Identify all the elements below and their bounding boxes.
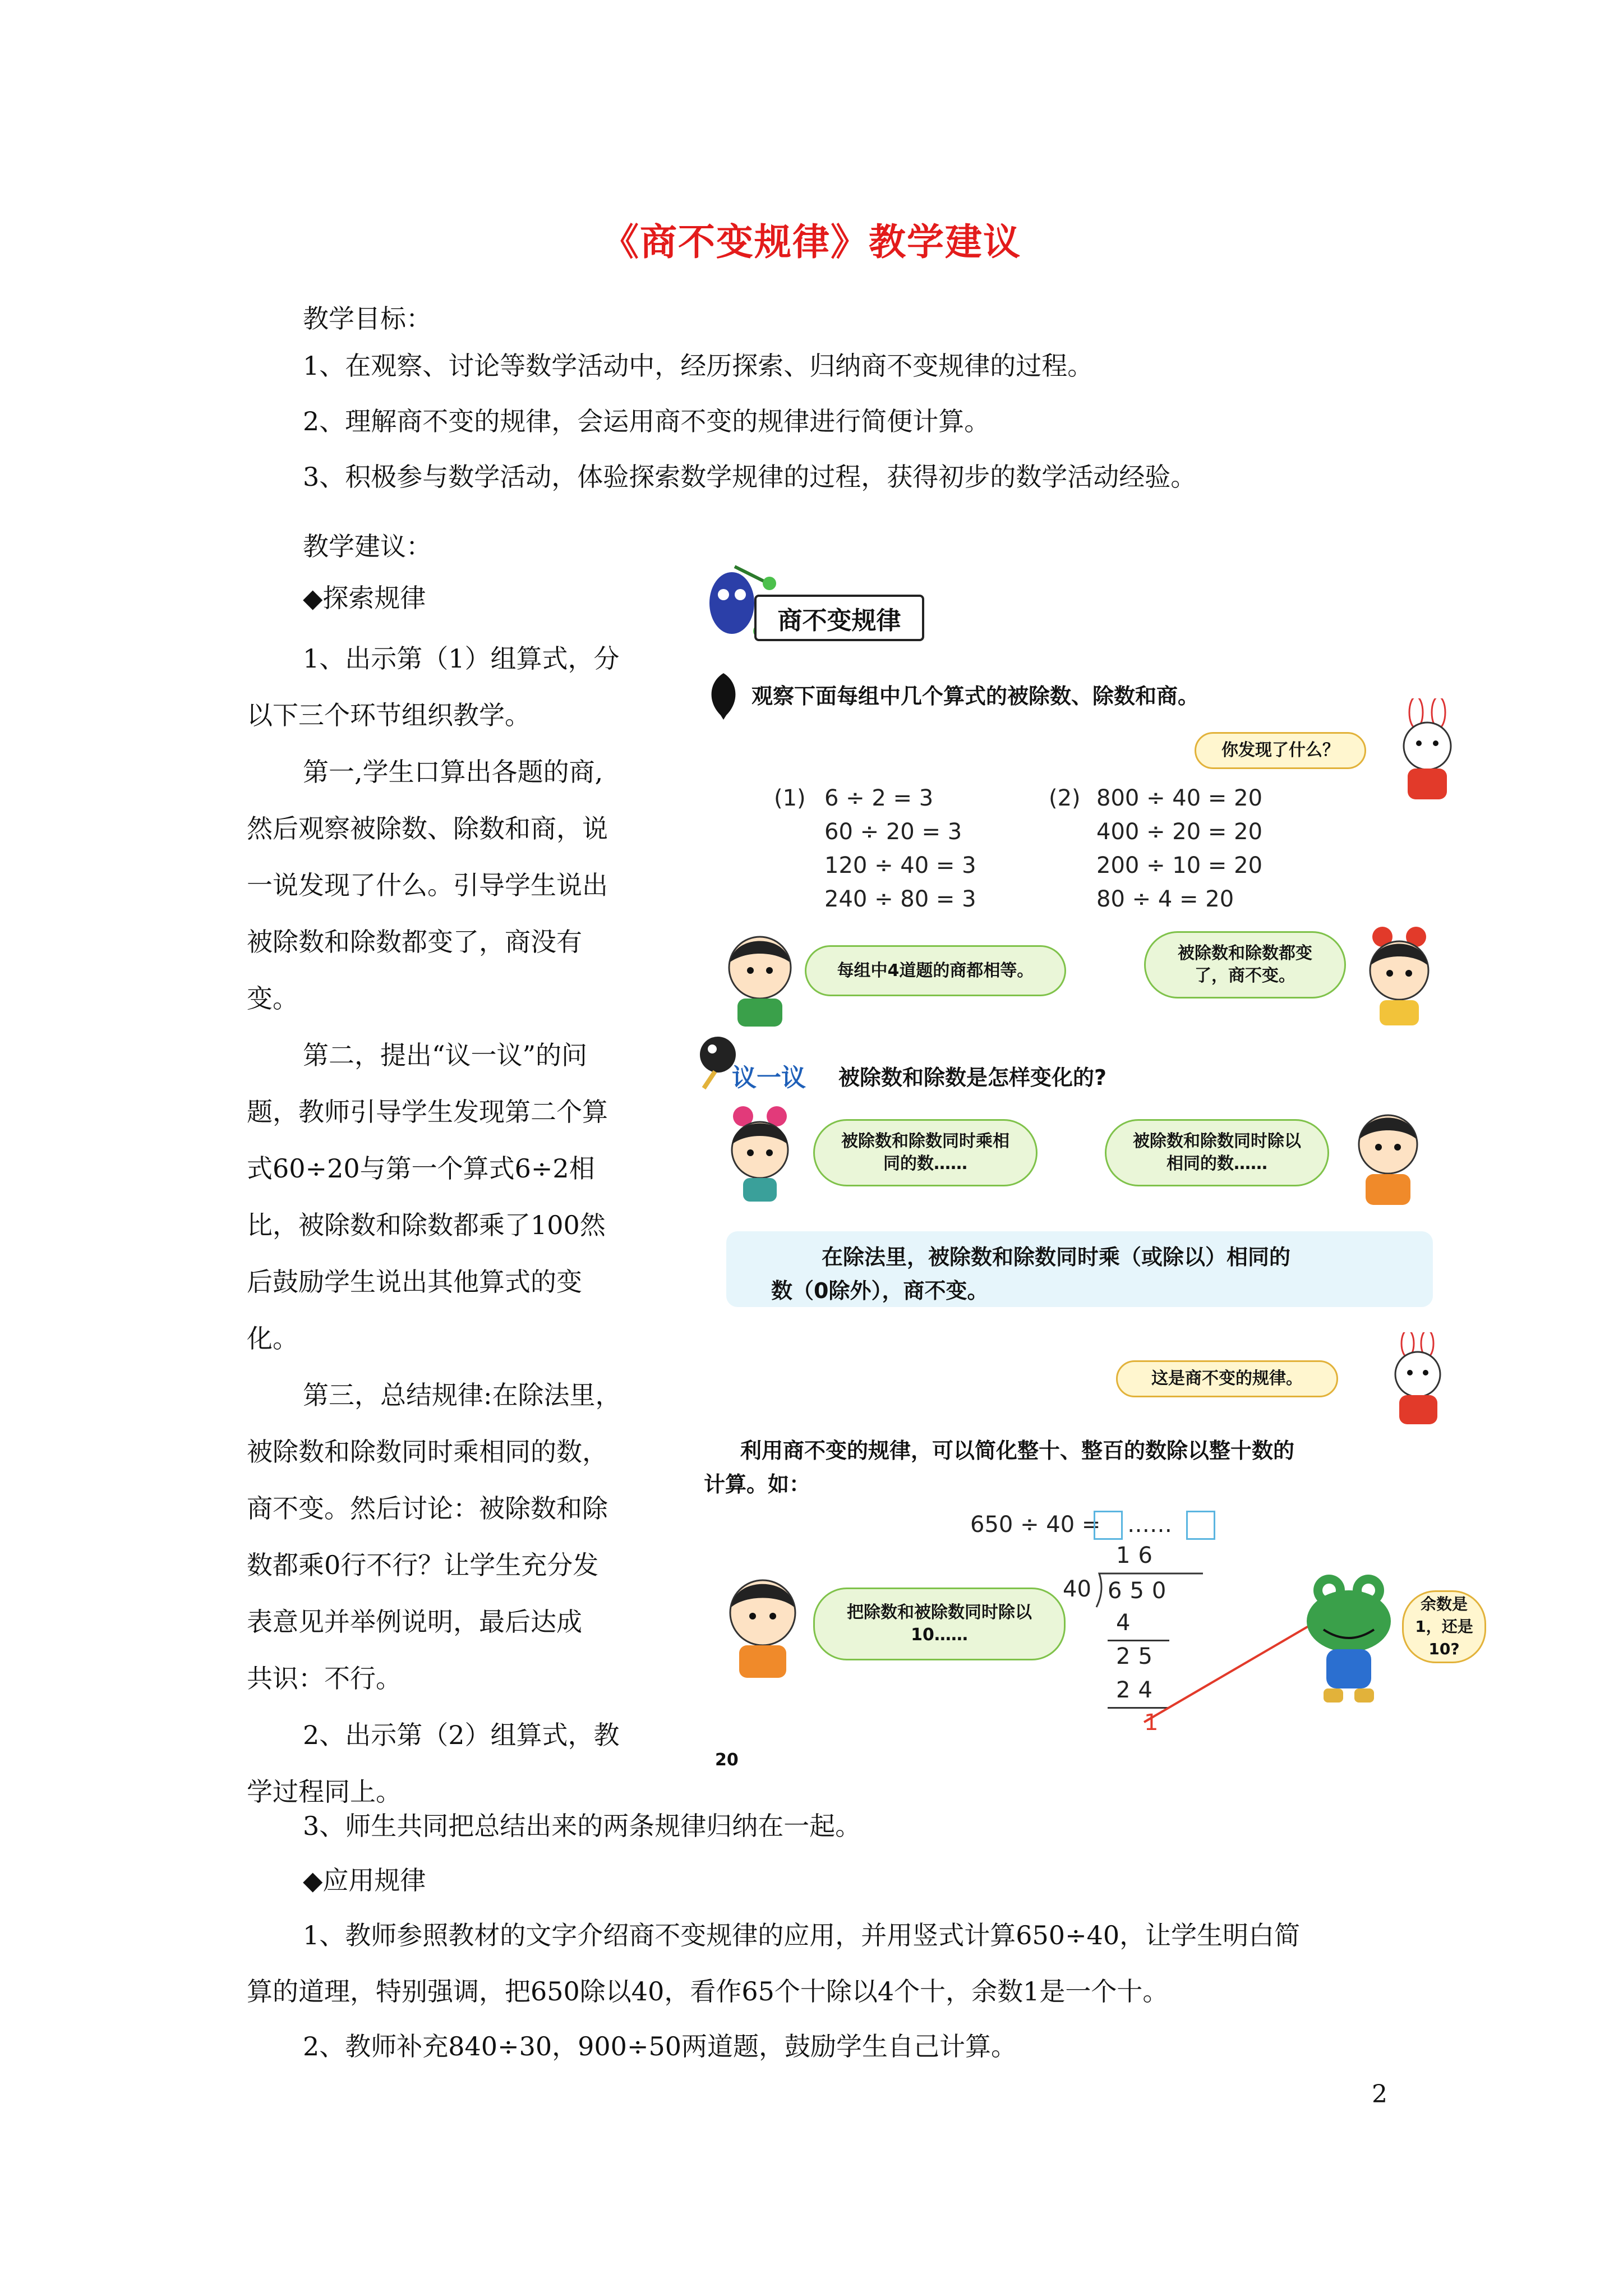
bubble-changed: 被除数和除数都变了，商不变。 xyxy=(1144,931,1346,999)
rule-line-2: 数（0除外），商不变。 xyxy=(771,1278,989,1303)
leaf-icon xyxy=(704,670,743,721)
bubble-divide: 被除数和除数同时除以相同的数…… xyxy=(1105,1119,1329,1186)
goals-heading: 教学目标： xyxy=(303,303,432,334)
long-div-step: 25 xyxy=(1116,1644,1160,1669)
advice-line: 学过程同上。 xyxy=(247,1777,402,1807)
goal-item-1: 1、在观察、讨论等数学活动中，经历探索、归纳商不变规律的过程。 xyxy=(303,351,1094,381)
advice-line: 题，教师引导学生发现第二个算 xyxy=(247,1097,608,1127)
advice-line: 1、出示第（1）组算式，分 xyxy=(303,643,620,674)
page-number: 2 xyxy=(1372,2080,1387,2109)
remainder-box xyxy=(1186,1511,1215,1540)
rabbit-teacher-icon xyxy=(1385,698,1469,805)
use-line-2: 计算。如： xyxy=(704,1472,811,1497)
advice-column xyxy=(247,631,651,1820)
bubble-remainder: 余数是1，还是10? xyxy=(1402,1590,1486,1663)
long-div-quotient: 16 xyxy=(1116,1543,1160,1568)
group2-eq: 400 ÷ 20 = 20 xyxy=(1096,819,1263,845)
girl-icon xyxy=(718,1102,802,1203)
advice-line: 数都乘0行不行？让学生充分发 xyxy=(247,1550,599,1580)
apply-line-1b: 算的道理，特别强调，把650除以40，看作65个十除以4个十，余数1是一个十。 xyxy=(247,1976,1169,2007)
bubble-multiply: 被除数和除数同时乘相同的数…… xyxy=(813,1119,1038,1186)
advice-line: 表意见并举例说明，最后达成 xyxy=(247,1607,582,1637)
group1-label: (1) xyxy=(774,785,806,811)
group1-eq: 120 ÷ 40 = 3 xyxy=(824,853,976,878)
advice-line: 以下三个环节组织教学。 xyxy=(247,700,531,730)
observe-instruction: 观察下面每组中几个算式的被除数、除数和商。 xyxy=(751,684,1200,708)
boy-icon xyxy=(718,1568,808,1680)
bubble-div10: 把除数和被除数同时除以10…… xyxy=(813,1588,1066,1660)
apply-line-1a: 1、教师参照教材的文字介绍商不变规律的应用，并用竖式计算650÷40，让学生明白简 xyxy=(303,1920,1301,1950)
advice-line: 第一,学生口算出各题的商, xyxy=(303,757,603,787)
rule-line-1: 在除法里，被除数和除数同时乘（或除以）相同的 xyxy=(822,1245,1291,1269)
advice-line: 后鼓励学生说出其他算式的变 xyxy=(247,1267,582,1297)
group1-eq: 6 ÷ 2 = 3 xyxy=(824,785,934,811)
long-div-divisor: 40 xyxy=(1063,1576,1091,1602)
advice-line: 化。 xyxy=(247,1323,298,1354)
advice-line: 被除数和除数同时乘相同的数， xyxy=(247,1437,608,1467)
group1-eq: 240 ÷ 80 = 3 xyxy=(824,886,976,912)
advice-line: 2、出示第（2）组算式，教 xyxy=(303,1720,620,1750)
advice-line: 第二，提出“议一议”的问 xyxy=(303,1040,588,1070)
discuss-question: 被除数和除数是怎样变化的? xyxy=(838,1065,1107,1090)
page-title: 《商不变规律》教学建议 xyxy=(602,220,1021,264)
goal-item-2: 2、理解商不变的规律，会运用商不变的规律进行简便计算。 xyxy=(303,406,990,436)
long-div-step: 24 xyxy=(1116,1677,1160,1703)
group2-eq: 80 ÷ 4 = 20 xyxy=(1096,886,1234,912)
group2-eq: 200 ÷ 10 = 20 xyxy=(1096,853,1263,878)
long-div-remainder: 1 xyxy=(1144,1710,1159,1736)
advice-line: 商不变。然后讨论：被除数和除 xyxy=(247,1493,608,1524)
section-explore: ◆探索规律 xyxy=(303,583,426,613)
advice-line: 比，被除数和除数都乘了100然 xyxy=(247,1210,606,1240)
section-apply: ◆应用规律 xyxy=(303,1865,426,1895)
bubble-found: 你发现了什么？ xyxy=(1195,732,1366,769)
division-expression: 650 ÷ 40 = xyxy=(970,1512,1101,1538)
boy-icon xyxy=(718,928,802,1029)
advice-line: 一说发现了什么。引导学生说出 xyxy=(247,870,608,900)
advice-heading: 教学建议： xyxy=(303,531,432,562)
summary-line: 3、师生共同把总结出来的两条规律归纳在一起。 xyxy=(303,1811,861,1841)
bubble-equal: 每组中4道题的商都相等。 xyxy=(805,945,1066,996)
long-div-step: 4 xyxy=(1116,1610,1131,1636)
frog-teacher-icon xyxy=(1295,1568,1402,1708)
textbook-figure xyxy=(701,564,1492,1773)
advice-line: 式60÷20与第一个算式6÷2相 xyxy=(247,1153,595,1184)
goal-item-3: 3、积极参与数学活动，体验探索数学规律的过程，获得初步的数学活动经验。 xyxy=(303,462,1197,492)
girl-icon xyxy=(1357,923,1441,1029)
ellipsis: …… xyxy=(1127,1512,1172,1538)
advice-line: 然后观察被除数、除数和商，说 xyxy=(247,813,608,844)
rabbit-teacher-icon xyxy=(1374,1332,1458,1428)
advice-line: 共识：不行。 xyxy=(247,1663,402,1694)
group2-label: (2) xyxy=(1049,785,1081,811)
banner-title: 商不变规律 xyxy=(777,606,901,635)
long-div-dividend: 650 xyxy=(1108,1578,1174,1604)
advice-line: 被除数和除数都变了，商没有 xyxy=(247,927,582,957)
textbook-page-number: 20 xyxy=(715,1750,739,1770)
pointer-icon xyxy=(1138,1618,1318,1731)
answer-box xyxy=(1094,1511,1123,1540)
banner-box xyxy=(754,595,924,641)
discuss-label: 议一议 xyxy=(732,1064,806,1092)
use-line-1: 利用商不变的规律，可以简化整十、整百的数除以整十数的 xyxy=(740,1438,1295,1463)
boy-icon xyxy=(1346,1102,1430,1209)
group2-eq: 800 ÷ 40 = 20 xyxy=(1096,785,1263,811)
group1-eq: 60 ÷ 20 = 3 xyxy=(824,819,962,845)
advice-line: 变。 xyxy=(247,983,298,1014)
bubble-rule: 这是商不变的规律。 xyxy=(1116,1360,1338,1397)
apply-line-2: 2、教师补充840÷30，900÷50两道题，鼓励学生自己计算。 xyxy=(303,2031,1017,2062)
advice-line: 第三，总结规律:在除法里， xyxy=(303,1380,621,1410)
